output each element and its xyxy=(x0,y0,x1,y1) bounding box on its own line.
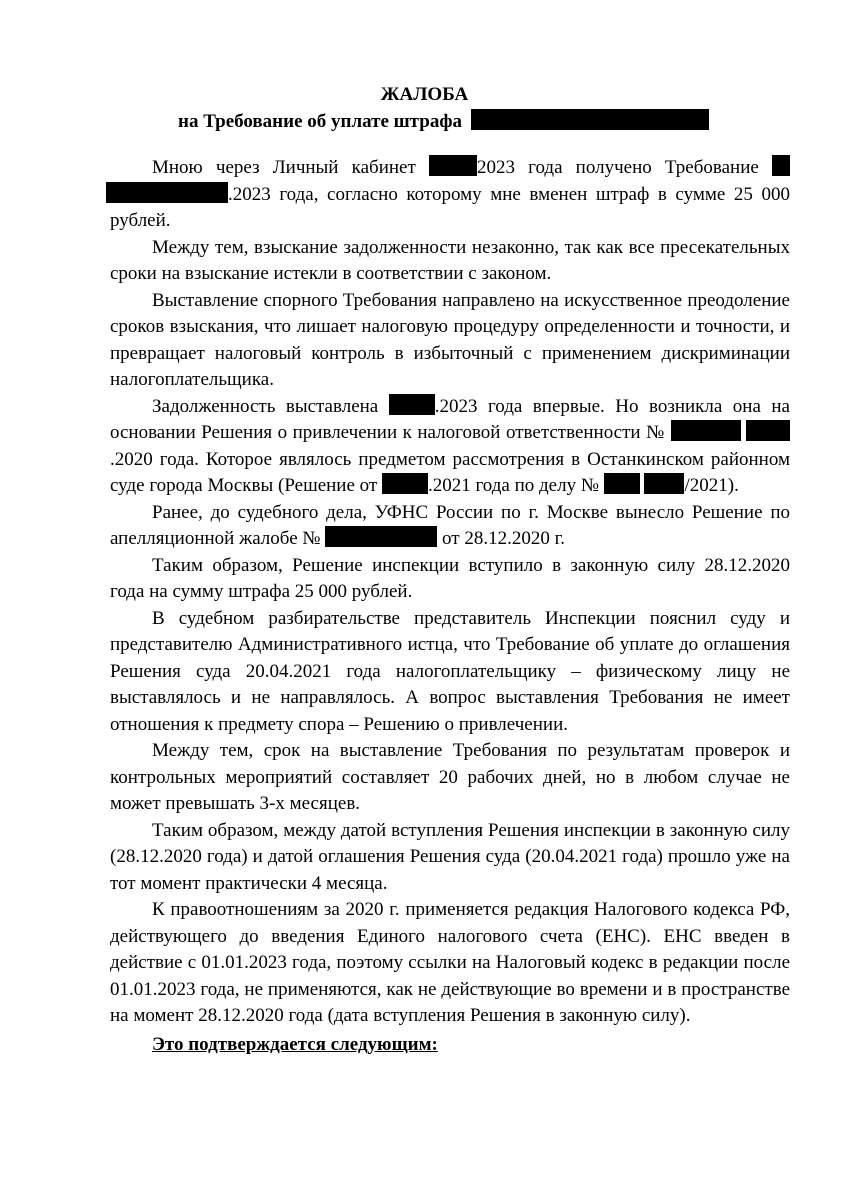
redaction-block xyxy=(671,420,741,441)
paragraph-7: В судебном разбирательстве представитель Инспекции пояснил суду и представителю Административного истца, что Требование об уплате до оглашения Решения суда 20.04.2021 года налогоплательщику – физическому лицу не выставлялось и не направлялось. А вопрос выставления Требования не имеет отношения к предмету спора – Решению о привлечении. xyxy=(110,607,790,735)
paragraph-5: Ранее, до судебного дела, УФНС России по г. Москве вынесло Решение по апелляционной жалобе № от 28.12.2020 г. xyxy=(110,501,790,549)
paragraph-2: Между тем, взыскание задолженности незаконно, так как все пресекательных сроки на взыскание истекли в соответствии с законом. xyxy=(110,236,790,284)
document-title: ЖАЛОБА xyxy=(380,84,469,105)
redaction-block xyxy=(644,473,684,494)
paragraph-1: Мною через Личный кабинет 2023 года получено Требование .2023 года, согласно которому мне вменен штраф в сумме 25 000 рублей. xyxy=(110,155,790,235)
redaction-block xyxy=(604,473,640,494)
redaction-block xyxy=(389,394,435,415)
paragraph-3: Выставление спорного Требования направлено на искусственное преодоление сроков взыскания, что лишает налоговую процедуру определенности и точности, и превращает налоговый контроль в избыточный с применением дискриминации налогоплательщика. xyxy=(110,289,790,390)
paragraph-9: Таким образом, между датой вступления Решения инспекции в законную силу (28.12.2020 года) и датой оглашения Решения суда (20.04.2021 года) прошло уже на тот момент практически 4 месяца. xyxy=(110,819,790,894)
redaction-block xyxy=(429,155,477,176)
redaction-block xyxy=(325,526,437,547)
redaction-block xyxy=(382,473,428,494)
paragraph-8: Между тем, срок на выставление Требования по результатам проверок и контрольных мероприятий составляет 20 рабочих дней, но в любом случае не может превышать 3-х месяцев. xyxy=(110,740,790,814)
redaction-block xyxy=(746,420,790,441)
redaction-block xyxy=(106,182,228,203)
redaction-block xyxy=(471,109,709,130)
paragraph-10: К правоотношениям за 2020 г. применяется редакция Налогового кодекса РФ, действующего до введения Единого налогового счета (ЕНС). ЕНС введен в действие с 01.01.2023 года, поэтому ссылки на Налоговый кодекс в редакции после 01.01.2023 года, не применяются, как не действующие во времени и в пространстве на момент 28.12.2020 года (дата вступления Решения в законную силу). xyxy=(110,899,790,1026)
document-subtitle xyxy=(178,109,709,135)
redaction-block xyxy=(772,155,790,176)
paragraph-4: Задолженность выставлена .2023 года впервые. Но возникла она на основании Решения о привлечении к налоговой ответственности № .2020 года. Которое являлось предметом рассмотрения в Останкинском районном суде города Москвы (Решение от .2021 года по делу № /2021). xyxy=(110,395,790,496)
section-heading: Это подтверждается следующим: xyxy=(152,1033,438,1055)
subtitle-text: на Требование об уплате штрафа xyxy=(178,111,462,132)
paragraph-6: Таким образом, Решение инспекции вступило в законную силу 28.12.2020 года на сумму штрафа 25 000 рублей. xyxy=(110,554,790,602)
document-body xyxy=(110,155,790,1058)
